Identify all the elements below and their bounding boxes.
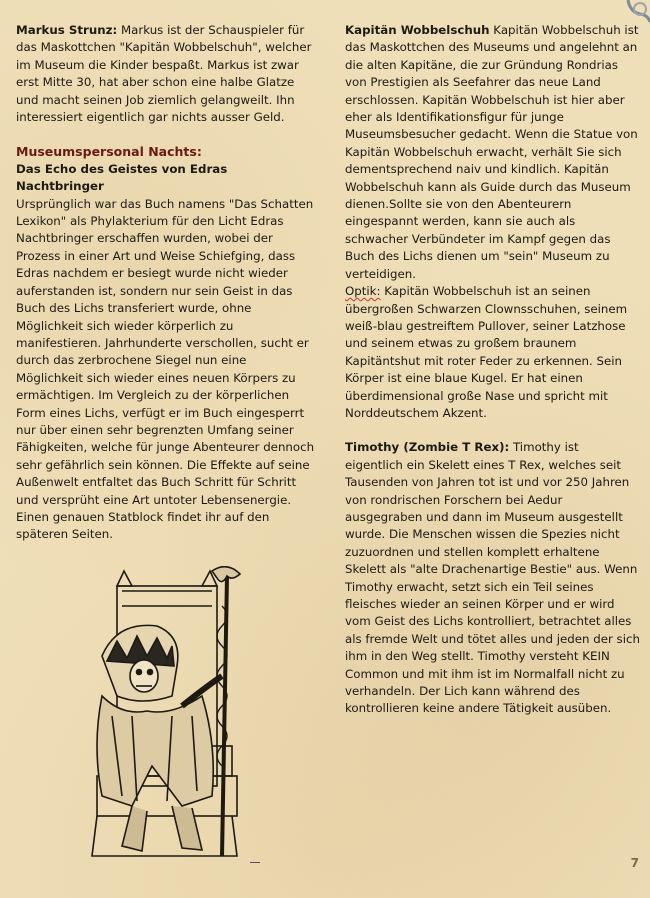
lich-throne-illustration [62,566,267,864]
right-column [345,22,640,718]
markus-text: Markus ist der Schauspieler für das Maskottchen "Kapitän Wobbelschuh", welcher im Museum die Kinder bespaßt. Markus ist zwar erst Mitte 30, hat aber schon eine halbe Glatze und macht seinen Job ziemlich gelangweilt. Ihn interessiert eigentlich gar nichts ausser Geld. [16,23,312,125]
kapitaen-text: Kapitän Wobbelschuh ist das Maskottchen des Museums und angelehnt an die alten Kapitäne, die zur Gründung Rondrias von Prestigien als Seefahrer das neue Land erschlossen. Kapitän Wobbelschuh ist hier aber eher als Identifikationsfigur für junge Museumsbesucher gedacht. Wenn die Statue von Kapitän Wobbelschuh erwacht, verhält Sie sich dementsprechend naiv und kindlich. Kapitän Wobbelschuh kann als Guide durch das Museum dienen.Sollte sie von den Abenteurern eingespannt werden, kann sie auch als schwacher Verbündeter im Kampf gegen das Buch des Lichs dienen um "sein" Museum zu verteidigen. [345,23,639,281]
optik-paragraph [345,283,640,422]
echo-title: Das Echo des Geistes von Edras Nachtbringer [16,161,228,194]
section-title-museumspersonal: Museumspersonal Nachts: [16,144,202,160]
timothy-text: Timothy ist eigentlich ein Skelett eines T Rex, welches seit Tausenden von Jahren tot ist und vor 250 Jahren von rondrischen Forschern bei Aedur ausgegraben und dann im Museum ausgestellt wurde. Die Menschen wissen die Spezies nicht zuzuordnen und stellen komplett erhaltene Skelett als "alte Drachenartige Bestie" aus. Wenn Timothy erwacht, setzt sich ein Teil seines fleisches wieder an seinen Körper und er wird vom Geist des Lichs kontrolliert, betrachtet alles als fremde Welt und tötet alles und jeden der sich ihm in den Weg stellt. Timothy versteht KEIN Common und mit ihm ist im Normalfall nicht zu verhandeln. Der Lich kann während des kontrollieren keine andere Tätigkeit ausüben. [345,440,640,716]
left-column [16,22,316,544]
echo-text: Ursprünglich war das Buch namens "Das Schatten Lexikon" als Phylakterium für den Licht Edras Nachtbringer erschaffen wurden, wobei der Prozess in einer Art und Weise Schiefging, dass Edras nachdem er besiegt wurde nicht wieder auferstanden ist, sondern nur sein Geist in das Buch des Lichs transferiert wurde, ohne Möglichkeit sich wieder körperlich zu manifestieren. Jahrhunderte verschollen, sucht er durch das zerbrochene Siegel nun eine Möglichkeit sich wieder eines neuen Körpers zu ermächtigen. Im Vergleich zu der körperlichen Form eines Lichs, verfügt er im Buch eingesperrt nur über einen sehr begrenzten Umfang seiner Fähigkeiten, welche für junge Abenteurer dennoch sehr gefährlich sein können. Die Effekte auf seine Außenwelt entfaltet das Buch Schritt für Schritt und versprüht eine Art untoter Lebensenergie. Einen genauen Statblock findet ihr auf den späteren Seiten. [16,196,315,542]
timothy-name: Timothy (Zombie T Rex): [345,440,510,455]
kapitaen-name: Kapitän Wobbelschuh [345,23,490,37]
kapitaen-paragraph [345,22,640,283]
page-number: 7 [630,856,639,870]
markus-paragraph [16,22,316,126]
markus-name: Markus Strunz: [16,23,118,37]
timothy-paragraph [345,439,640,718]
optik-text: Kapitän Wobbelschuh ist an seinen übergroßen Schwarzen Clownsschuhen, seinem weiß-blau gestreiftem Pullover, seiner Latzhose und seinem etwas zu großem braunem Kapitäntshut mit roter Feder zu erkennen. Sein Körper ist eine blaue Kugel. Er hat einen überdimensional große Nase und spricht mit Norddeutschem Akzent. [345,284,628,420]
divider-dash [250,862,260,863]
optik-label: Optik: [345,284,381,299]
